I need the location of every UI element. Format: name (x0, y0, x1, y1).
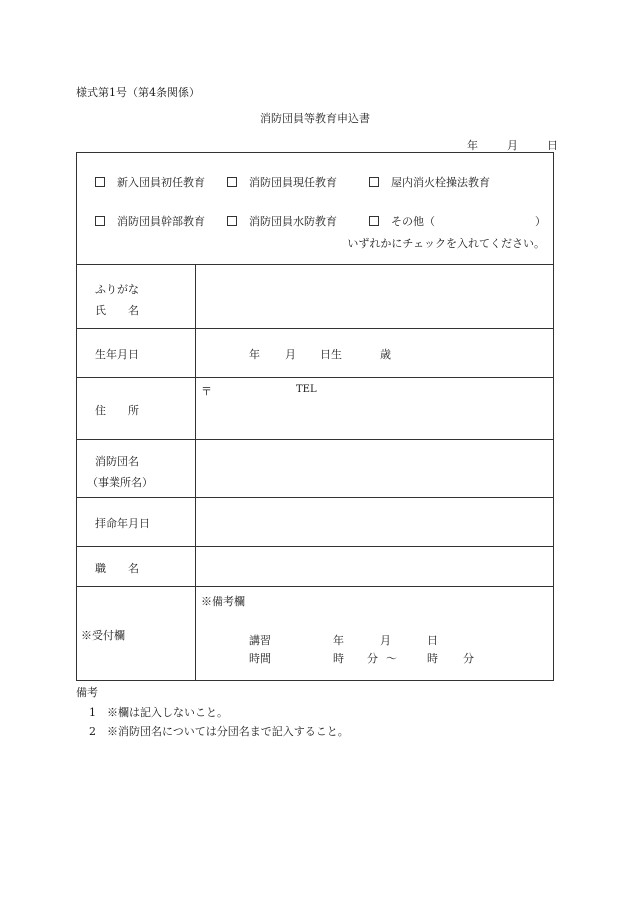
checkbox[interactable] (369, 216, 379, 226)
row-divider (77, 586, 553, 587)
document-title: 消防団員等教育申込書 (260, 112, 370, 125)
row-divider (77, 328, 553, 329)
note-item: 1 ※欄は記入しないこと。 (89, 706, 228, 719)
birthdate-label: 生年月日 (95, 348, 139, 361)
time-label: 時間 (249, 652, 271, 665)
checkbox[interactable] (227, 216, 237, 226)
lecture-month: 月 (380, 634, 391, 647)
birth-day: 日生 (320, 348, 342, 361)
form-number: 様式第1号（第4条関係） (76, 86, 200, 99)
tel-label: TEL (296, 384, 317, 395)
time-hour-start: 時 (333, 652, 344, 665)
row-divider (77, 439, 553, 440)
lecture-day: 日 (427, 634, 438, 647)
note-item: 2 ※消防団名については分団名まで記入すること。 (89, 725, 349, 738)
time-minute-end: 分 (463, 652, 474, 665)
time-minute-start: 分 (367, 652, 378, 665)
time-range-tilde: ～ (386, 652, 397, 665)
birth-month: 月 (285, 348, 296, 361)
course-option-officer[interactable]: 消防団員幹部教育 (95, 213, 205, 229)
row-divider (77, 377, 553, 378)
furigana-label: ふりがな (95, 283, 139, 296)
course-option-new-member[interactable]: 新入団員初任教育 (95, 174, 205, 190)
postal-mark: 〒 (201, 385, 212, 398)
other-close-paren: ） (535, 215, 546, 228)
remarks-title: ※備考欄 (201, 595, 245, 608)
row-divider (77, 546, 553, 547)
check-instruction: いずれかにチェックを入れてください。 (347, 237, 545, 250)
birth-year: 年 (249, 348, 260, 361)
checkbox[interactable] (369, 177, 379, 187)
reception-label: ※受付欄 (81, 629, 125, 642)
application-form (76, 152, 554, 681)
lecture-label: 講習 (249, 634, 271, 647)
notes-heading: 備考 (76, 686, 98, 699)
checkbox[interactable] (95, 216, 105, 226)
date-month: 月 (507, 139, 518, 152)
checkbox[interactable] (227, 177, 237, 187)
appointment-date-label: 拝命年月日 (95, 517, 150, 530)
date-day: 日 (547, 139, 558, 152)
course-option-flood-defense[interactable]: 消防団員水防教育 (227, 213, 337, 229)
course-option-hydrant-drill[interactable]: 屋内消火栓操法教育 (369, 174, 490, 190)
time-hour-end: 時 (427, 652, 438, 665)
name-field[interactable] (196, 265, 554, 327)
age: 歳 (380, 348, 391, 361)
date-year: 年 (467, 139, 478, 152)
office-name-label: （事業所名） (87, 476, 153, 489)
address-label: 住 所 (95, 404, 139, 417)
row-divider (77, 497, 553, 498)
course-option-current-member[interactable]: 消防団員現任教育 (227, 174, 337, 190)
checkbox[interactable] (95, 177, 105, 187)
course-option-other[interactable]: その他（ (369, 213, 435, 229)
lecture-year: 年 (333, 634, 344, 647)
application-date (467, 137, 558, 153)
job-title-label: 職 名 (95, 562, 139, 575)
name-label: 氏 名 (95, 304, 139, 317)
brigade-name-label: 消防団名 (95, 455, 139, 468)
